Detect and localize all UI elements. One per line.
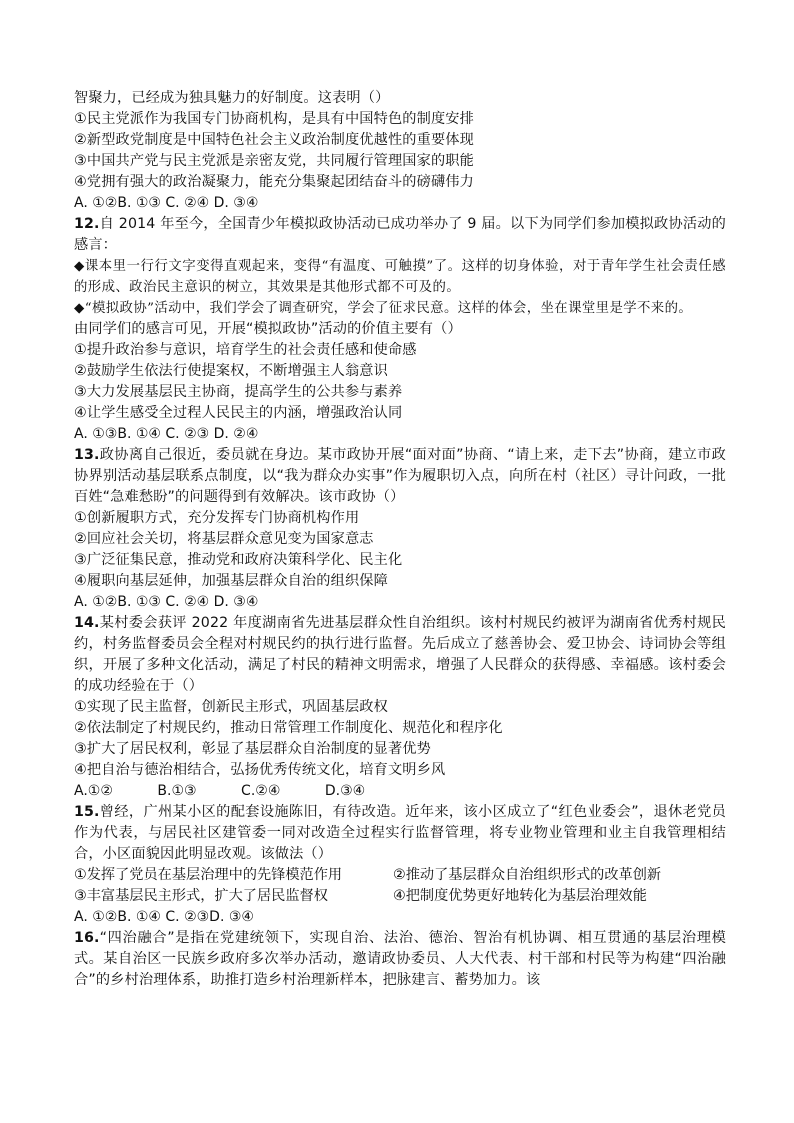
- q11-statement-4: ④党拥有强大的政治凝聚力，能充分集聚起团结奋斗的磅礴伟力: [74, 174, 474, 190]
- q13-stem-text: 政协离自己很近，委员就在身边。某市政协开展“面对面”协商、“请上来，走下去”协商，建立市政协界别活动基层联系点制度，以“我为群众办实事”作为履职切入点，向所在村（社区）寻计问政，一批百姓“急难愁盼”的问题得到有效解决。该市政协（）: [74, 447, 726, 505]
- q14-number: 14.: [74, 615, 100, 631]
- q14-statement-4: ④把自治与德治相结合，弘扬优秀传统文化，培育文明乡风: [74, 762, 446, 778]
- q15-number: 15.: [74, 804, 100, 820]
- q12-options: A. ①③B. ①④ C. ②③ D. ②④: [74, 426, 259, 442]
- q13-number: 13.: [74, 447, 100, 463]
- q12-question: 由同学们的感言可见，开展“模拟政协”活动的价值主要有（）: [74, 321, 462, 337]
- q14-stem: [74, 613, 726, 697]
- q16-number: 16.: [74, 930, 100, 946]
- q15-statement-1: ①发挥了党员在基层治理中的先锋模范作用: [74, 867, 343, 883]
- q13-stem: [74, 445, 726, 508]
- q15-statements-row-2: [74, 886, 726, 907]
- q15-options: A. ①②B. ①④ C. ②③D. ③④: [74, 909, 254, 925]
- q11-options: A. ①②B. ①③ C. ②④ D. ③④: [74, 195, 259, 211]
- q11-statement-1: ①民主党派作为我国专门协商机构，是具有中国特色的制度安排: [74, 111, 474, 127]
- exam-page: [74, 88, 726, 991]
- q12-quote-2: ◆“模拟政协”活动中，我们学会了调查研究，学会了征求民意。这样的体会，坐在课堂里是学不来的。: [74, 301, 693, 316]
- q16-stem-text: “四治融合”是指在党建统领下，实现自治、法治、德治、智治有机协调、相互贯通的基层治理模式。某自治区一民族乡政府多次举办活动，邀请政协委员、人大代表、村干部和村民等为构建“四治融合”的乡村治理体系，助推打造乡村治理新样本，把脉建言、蓄势加力。该: [74, 930, 726, 988]
- q12-stem-text: 自 2014 年至今，全国青少年模拟政协活动已成功举办了 9 届。以下为同学们参加模拟政协活动的感言：: [74, 216, 726, 253]
- q13-statement-4: ④履职向基层延伸，加强基层群众自治的组织保障: [74, 573, 388, 589]
- q15-stem-text: 曾经，广州某小区的配套设施陈旧，有待改造。近年来，该小区成立了“红色业委会”，退休老党员作为代表，与居民社区建管委一同对改造全过程实行监督管理，将专业物业管理和业主自我管理相结合，小区面貌因此明显改观。该做法（）: [74, 804, 726, 862]
- q12-statement-2: ②鼓励学生依法行使提案权，不断增强主人翁意识: [74, 363, 388, 379]
- q13-statement-2: ②回应社会关切，将基层群众意见变为国家意志: [74, 531, 374, 547]
- q14-statement-3: ③扩大了居民权利，彰显了基层群众自治制度的显著优势: [74, 741, 431, 757]
- q15-statement-4: ④把制度优势更好地转化为基层治理效能: [393, 888, 647, 904]
- q12-quote-1: ◆课本里一行行文字变得直观起来，变得“有温度、可触摸”了。这样的切身体验，对于青年学生社会责任感的形成、政治民主意识的树立，其效果是其他形式都不可及的。: [74, 259, 726, 295]
- q13-statement-3: ③广泛征集民意，推动党和政府决策科学化、民主化: [74, 552, 403, 568]
- q12-number: 12.: [74, 216, 100, 232]
- q14-statement-1: ①实现了民主监督，创新民主形式，巩固基层政权: [74, 699, 388, 715]
- q11-statement-3: ③中国共产党与民主党派是亲密友党，共同履行管理国家的职能: [74, 153, 474, 169]
- q14-options: A.①② B.①③ C.②④ D.③④: [74, 783, 366, 799]
- q15-statements-row-1: [74, 865, 726, 886]
- q12-stem: [74, 214, 726, 256]
- q16-stem: [74, 928, 726, 991]
- q13-options: A. ①②B. ①③ C. ②④ D. ③④: [74, 594, 259, 610]
- q15-statement-3: ③丰富基层民主形式，扩大了居民监督权: [74, 888, 328, 904]
- q14-statement-2: ②依法制定了村规民约，推动日常管理工作制度化、规范化和程序化: [74, 720, 503, 736]
- q15-statement-2: ②推动了基层群众自治组织形式的改革创新: [393, 867, 662, 883]
- q15-stem: [74, 802, 726, 865]
- q12-statement-3: ③大力发展基层民主协商，提高学生的公共参与素养: [74, 384, 403, 400]
- q13-statement-1: ①创新履职方式，充分发挥专门协商机构作用: [74, 510, 360, 526]
- q12-statement-1: ①提升政治参与意识，培育学生的社会责任感和使命感: [74, 342, 417, 358]
- q14-stem-text: 某村委会获评 2022 年度湖南省先进基层群众性自治组织。该村村规民约被评为湖南省优秀村规民约，村务监督委员会全程对村规民约的执行进行监督。先后成立了慈善协会、爱卫协会、诗词协会等组织，开展了多种文化活动，满足了村民的精神文明需求，增强了人民群众的获得感、幸福感。该村委会的成功经验在于（）: [74, 615, 726, 694]
- q12-statement-4: ④让学生感受全过程人民民主的内涵，增强政治认同: [74, 405, 403, 421]
- q11-stem-end: 智聚力，已经成为独具魅力的好制度。这表明（）: [74, 90, 390, 106]
- q11-statement-2: ②新型政党制度是中国特色社会主义政治制度优越性的重要体现: [74, 132, 474, 148]
